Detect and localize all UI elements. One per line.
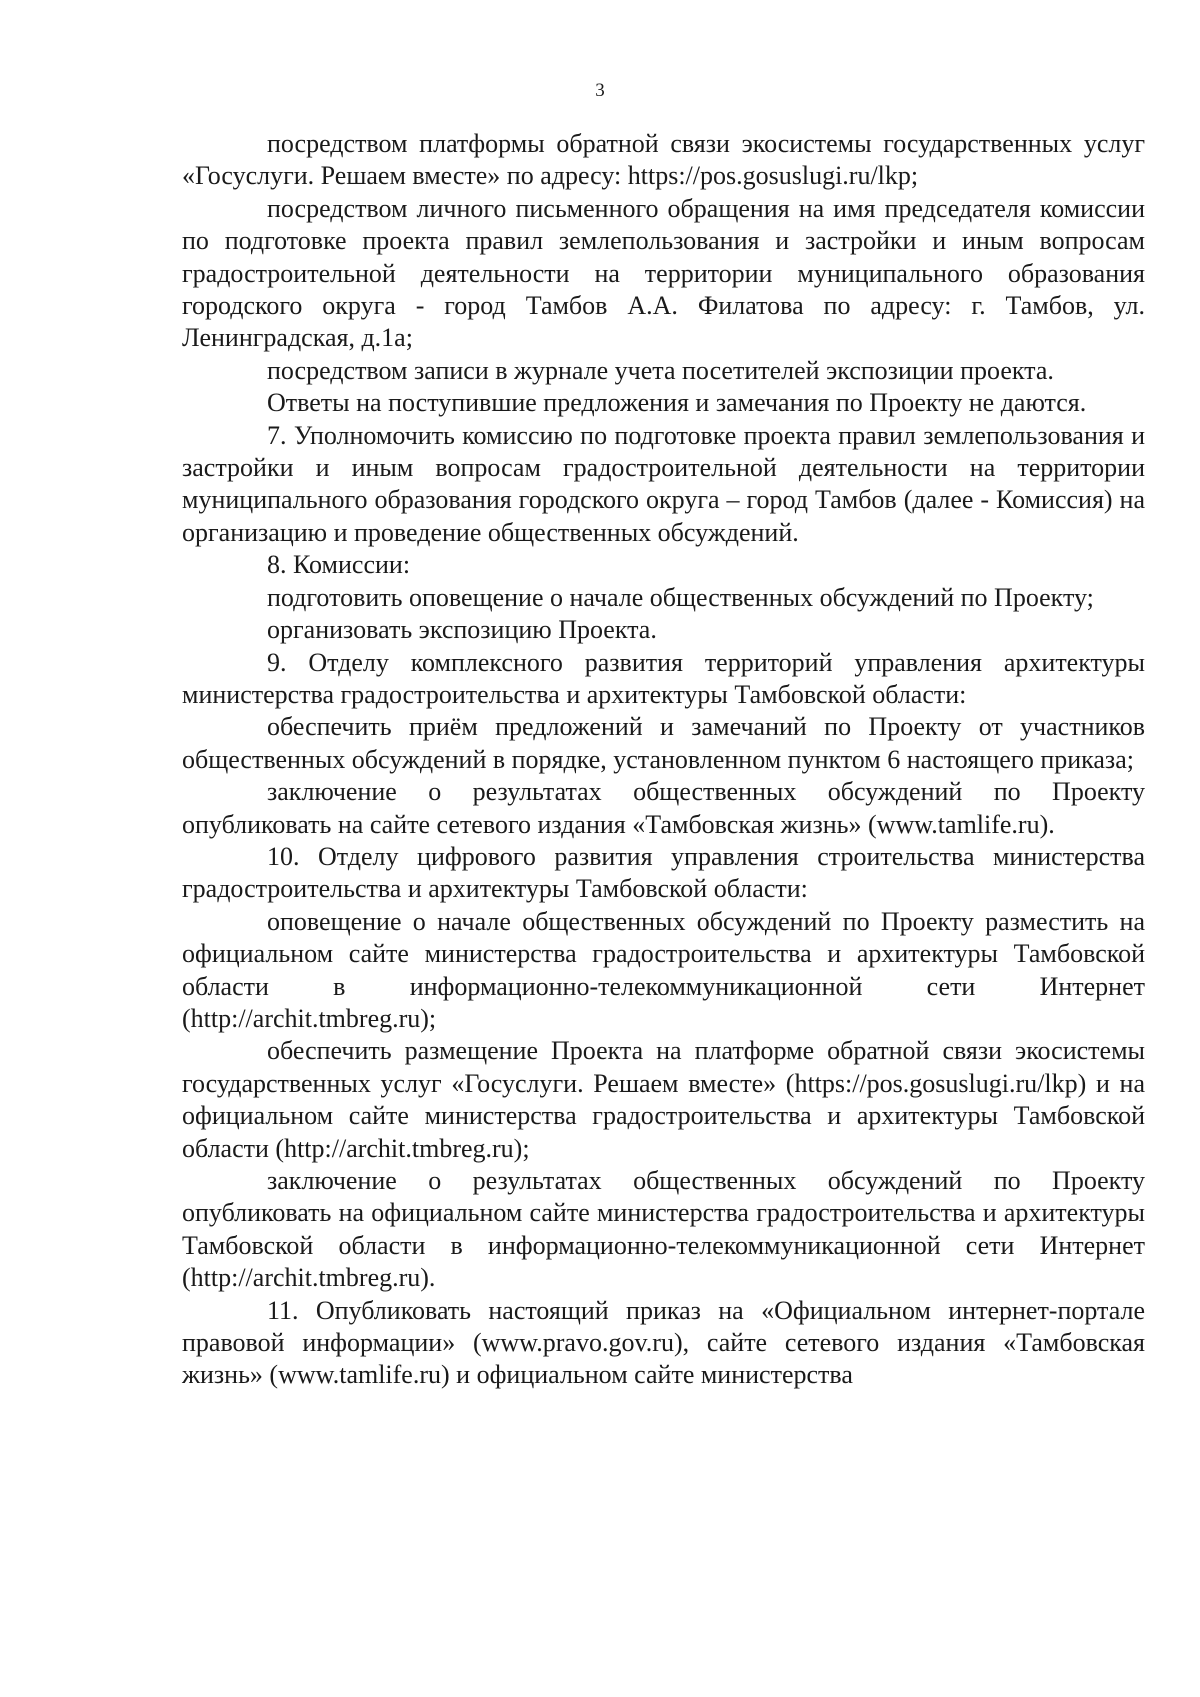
paragraph-publish-conclusion-ministry: заключение о результатах общественных обсуждений по Проекту опубликовать на официальном сайте министерства градостроительства и архитектуры Тамбовской области в информационно-телекоммуникационной сети Интернет (http://archit.tmbreg.ru). bbox=[182, 1166, 1145, 1293]
paragraph-item-7: 7. Уполномочить комиссию по подготовке проекта правил землепользования и застройки и иным вопросам градостроительной деятельности на территории муниципального образования городского округа – город Тамбов (далее - Комиссия) на организацию и проведение общественных обсуждений. bbox=[182, 420, 1145, 547]
paragraph-place-notice: оповещение о начале общественных обсуждений по Проекту разместить на официальном сайте министерства градостроительства и архитектуры Тамбовской области в информационно-телекоммуникационной сети Интернет (http://archit.tmbreg.ru); bbox=[182, 906, 1145, 1033]
paragraph-no-answers: Ответы на поступившие предложения и замечания по Проекту не даются. bbox=[267, 388, 1087, 418]
paragraph-item-8: 8. Комиссии: bbox=[267, 550, 411, 580]
paragraph-gosuslugi-platform: посредством платформы обратной связи экосистемы государственных услуг «Госуслуги. Решаем вместе» по адресу: https://pos.gosuslugi.ru/lkp; bbox=[182, 129, 1145, 191]
document-body bbox=[182, 128, 1145, 1392]
paragraph-visitor-log: посредством записи в журнале учета посетителей экспозиции проекта. bbox=[267, 355, 1054, 385]
paragraph-item-9: 9. Отделу комплексного развития территорий управления архитектуры министерства градостроительства и архитектуры Тамбовской области: bbox=[182, 647, 1145, 709]
paragraph-publish-conclusion-tamlife: заключение о результатах общественных обсуждений по Проекту опубликовать на сайте сетевого издания «Тамбовская жизнь» (www.tamlife.ru). bbox=[182, 777, 1145, 839]
page-number: 3 bbox=[595, 80, 605, 101]
paragraph-organize-exposition: организовать экспозицию Проекта. bbox=[267, 615, 657, 645]
paragraph-item-10: 10. Отделу цифрового развития управления строительства министерства градостроительства и архитектуры Тамбовской области: bbox=[182, 841, 1145, 904]
paragraph-ensure-reception: обеспечить приём предложений и замечаний по Проекту от участников общественных обсуждений в порядке, установленном пунктом 6 настоящего приказа; bbox=[182, 712, 1145, 774]
paragraph-written-appeal: посредством личного письменного обращения на имя председателя комиссии по подготовке проекта правил землепользования и застройки и иным вопросам градостроительной деятельности на территории муниципального образования городского округа - город Тамбов А.А. Филатова по адресу: г. Тамбов, ул. Ленинградская, д.1а; bbox=[182, 193, 1145, 353]
paragraph-prepare-notice: подготовить оповещение о начале общественных обсуждений по Проекту; bbox=[267, 582, 1094, 612]
paragraph-item-11: 11. Опубликовать настоящий приказ на «Официальном интернет-портале правовой информации» (www.pravo.gov.ru), сайте сетевого издания «Тамбовская жизнь» (www.tamlife.ru) и официальном сайте министерства bbox=[182, 1295, 1145, 1390]
paragraph-place-project: обеспечить размещение Проекта на платформе обратной связи экосистемы государственных услуг «Госуслуги. Решаем вместе» (https://pos.gosuslugi.ru/lkp) и на официальном сайте министерства градостроительства и архитектуры Тамбовской области (http://archit.tmbreg.ru); bbox=[182, 1036, 1145, 1163]
